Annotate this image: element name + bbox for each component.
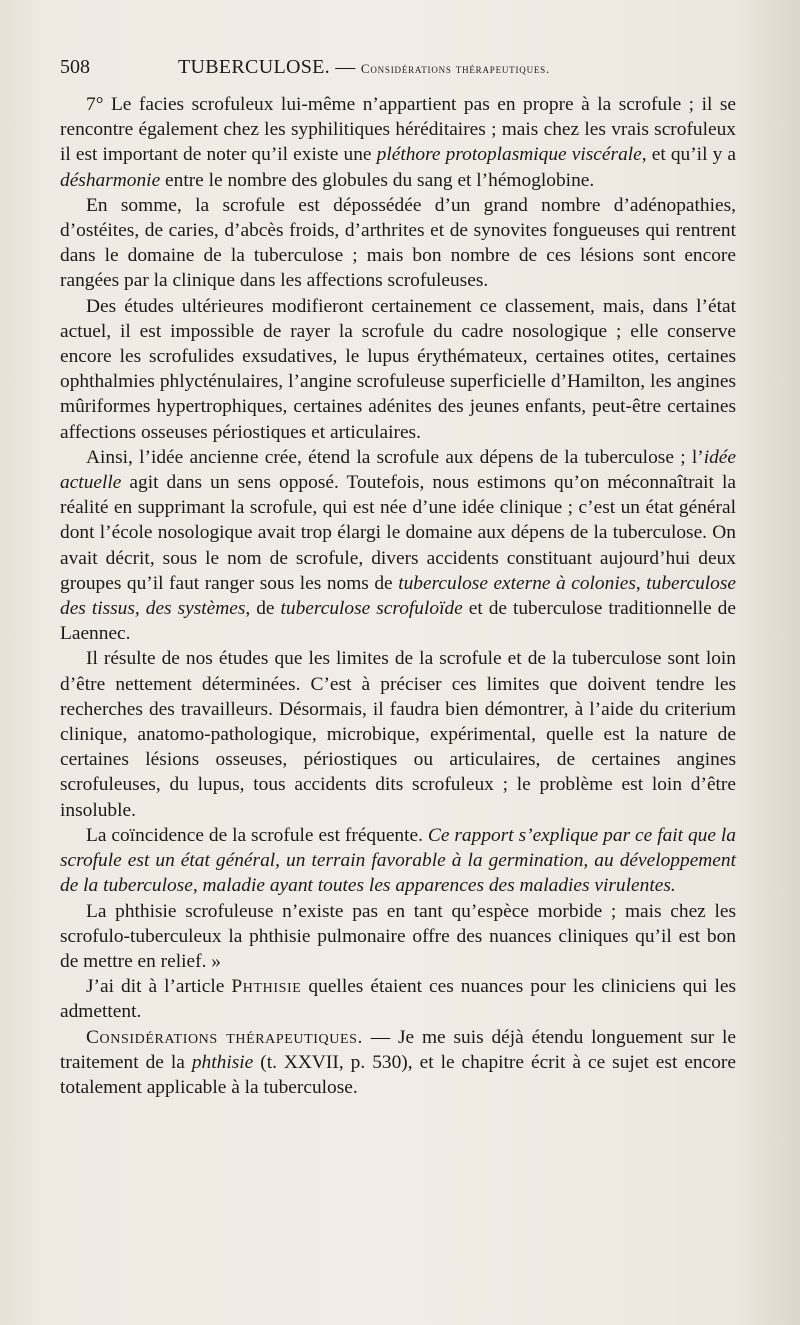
italic-text: tuberculose externe à colonies [398,572,636,594]
running-title-dash: — [329,56,361,78]
italic-text: phthisie [191,1051,254,1073]
paragraph [60,193,736,294]
text-run: Des études ultérieures modifieront certainement ce classement, mais, dans l’état actuel, il est impossible de rayer la scrofule du cadre nosologique ; elle conserve encore les scrofulides exsudatives, le lupus érythémateux, certaines otites, certaines ophthalmies phlycténulaires, l’angine scrofuleuse superficielle d’Hamilton, les angines mûriformes hypertrophiques, certaines adénites des jeunes enfants, peut-être certaines affections osseuses périostiques et articulaires. [60,295,736,443]
text-run: — Je me suis déjà étendu longuement sur le traitement de la [60,1026,736,1073]
italic-text: désharmonie [60,169,161,191]
paragraph [60,445,736,647]
text-run: entre le nombre des globules du sang et l’hémoglobine. [160,169,595,191]
running-title-main: TUBERCULOSE. [178,56,330,78]
text-run: , [635,572,647,594]
text-run: 7° Le facies scrofuleux lui-même n’appartient pas en propre à la scrofule ; il se rencontre également chez les syphilitiques héréditaires ; mais chez les vrais scrofuleux il est important de noter qu’il existe une [60,94,736,166]
running-title [178,56,550,79]
text-run: J’ai dit à l’article [86,976,232,998]
text-run: quelles étaient ces nuances pour les cliniciens qui les admettent. [60,976,736,1023]
italic-text: idée actuelle [60,446,736,494]
small-caps-text: Phthisie [231,976,302,998]
italic-text: Ce rapport s’explique par ce fait que la scrofule est un état général, un terrain favorable à la germination, au développement de la tuberculose, maladie ayant toutes les apparences des maladies virulentes. [60,824,736,897]
italic-text: pléthore protoplasmique viscérale [376,144,642,166]
text-run: , de [245,598,281,620]
paragraph [60,974,736,1024]
text-run: agit dans un sens opposé. Toutefois, nous estimons qu’on méconnaîtrait la réalité en supprimant la scrofule, qui est née d’une idée clinique ; c’est un état général dont l’école nosologique avait trop élargi le domaine aux dépens de la tuberculose. On avait décrit, sous le nom de scrofule, divers accidents constituant aujourd’hui deux groupes qu’il faut ranger sous les noms de [60,472,736,594]
small-caps-text: Considérations thérapeutiques. [86,1026,363,1048]
running-title-section: Considérations thérapeutiques. [360,61,551,76]
text-run: (t. XXVII, p. 530), et le chapitre écrit à ce sujet est encore totalement applicable à la tuberculose. [60,1051,736,1098]
paragraph [60,646,736,822]
paragraph [60,294,736,445]
text-run: La phthisie scrofuleuse n’existe pas en tant qu’espèce morbide ; mais chez les scrofulo-tuberculeux la phthisie pulmonaire offre des nuances cliniques qu’il est bon de mettre en relief. » [60,900,736,972]
running-header [60,56,740,86]
italic-text: tuberculose des tissus, des systèmes [60,572,736,620]
text-run: Ainsi, l’idée ancienne crée, étend la scrofule aux dépens de la tuberculose ; l’ [86,446,704,468]
text-run: La coïncidence de la scrofule est fréquente. [86,824,428,846]
text-run: Il résulte de nos études que les limites de la scrofule et de la tuberculose sont loin d’être nettement déterminées. C’est à préciser ces limites que doivent tendre les recherches des travailleurs. Désormais, il faudra bien démontrer, à l’aide du criterium clinique, anatomo-pathologique, microbique, expérimental, quelle est la nature de certaines lésions osseuses, périostiques ou articulaires, de certaines angines scrofuleuses, du lupus, tous accidents dits scrofuleux ; le problème est loin d’être insoluble. [60,648,736,821]
paragraph [60,823,736,899]
page-number: 508 [60,56,90,78]
paragraph [60,899,736,975]
text-run: En somme, la scrofule est dépossédée d’un grand nombre d’adénopathies, d’ostéites, de caries, d’abcès froids, d’arthrites et de synovites fongueuses qui rentrent dans le domaine de la tuberculose ; mais bon nombre de ces lésions sont encore rangées par la clinique dans les affections scrofuleuses. [60,194,736,292]
text-run: et de tuberculose traditionnelle de Laennec. [60,598,736,645]
paragraph [60,1025,736,1101]
page-body [60,92,736,1100]
italic-text: tuberculose scrofuloïde [280,598,463,620]
paragraph [60,92,736,193]
text-run: , et qu’il y a [641,144,736,166]
